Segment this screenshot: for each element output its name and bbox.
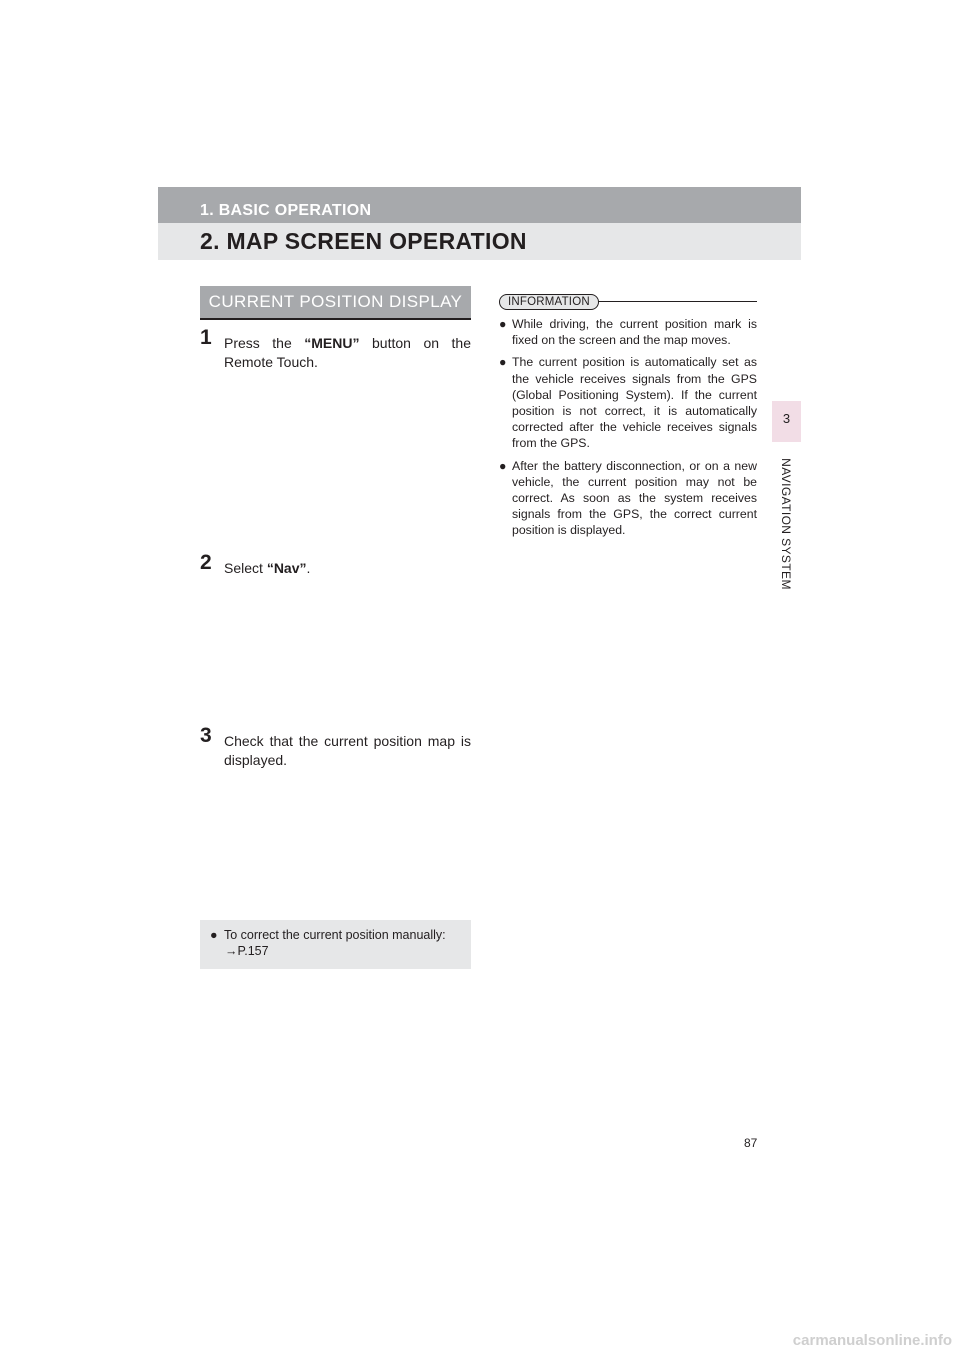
bullet-icon: ● [499,317,507,331]
section-heading [200,286,471,320]
step-number: 2 [200,551,212,574]
step-1 [200,326,471,372]
note-box [200,920,471,969]
step-number: 3 [200,724,212,747]
nav-keyword: “Nav” [266,560,307,576]
section-heading-text: CURRENT POSITION DISPLAY [208,292,463,311]
information-item: ● After the battery disconnection, or on a new vehicle, the current position may not be correct. As soon as the system receives signals from the GPS, the correct current position is displayed. [499,458,757,538]
information-rule [594,301,757,302]
page-title: 2. MAP SCREEN OPERATION [200,228,527,254]
bullet-icon: ● [499,458,507,473]
step-3 [200,724,471,770]
page-reference-link[interactable]: →P.157 [225,944,269,958]
bullet-icon: ● [210,928,218,942]
step-number: 1 [200,326,212,349]
chapter-tab [772,401,801,442]
information-box [499,292,757,539]
note-text: To correct the current position manually: [224,928,446,942]
bullet-icon: ● [499,355,507,370]
chapter-section-title: 1. BASIC OPERATION [200,202,372,219]
chapter-side-label: NAVIGATION SYSTEM [779,458,793,590]
step-2 [200,551,471,578]
menu-keyword: “MENU” [304,335,360,351]
information-label: INFORMATION [499,294,599,310]
information-item: ● The current position is automatically set as the vehicle receives signals from the GPS (Global Positioning System). If the current position is not correct, it is automatically corrected after the vehicle receives signals from the GPS. [499,355,757,451]
information-item: ● While driving, the current position mark is fixed on the screen and the map moves. [499,317,757,348]
chapter-number: 3 [782,411,791,426]
page-number: 87 [744,1136,758,1150]
watermark: carmanualsonline.info [792,1332,952,1349]
step-text: Check that the current position map is displayed. [224,733,471,768]
step-text: Select “Nav”. [224,560,311,576]
page-header [158,187,801,260]
step-text: Press the “MENU” button on the Remote Touch. [224,335,471,370]
